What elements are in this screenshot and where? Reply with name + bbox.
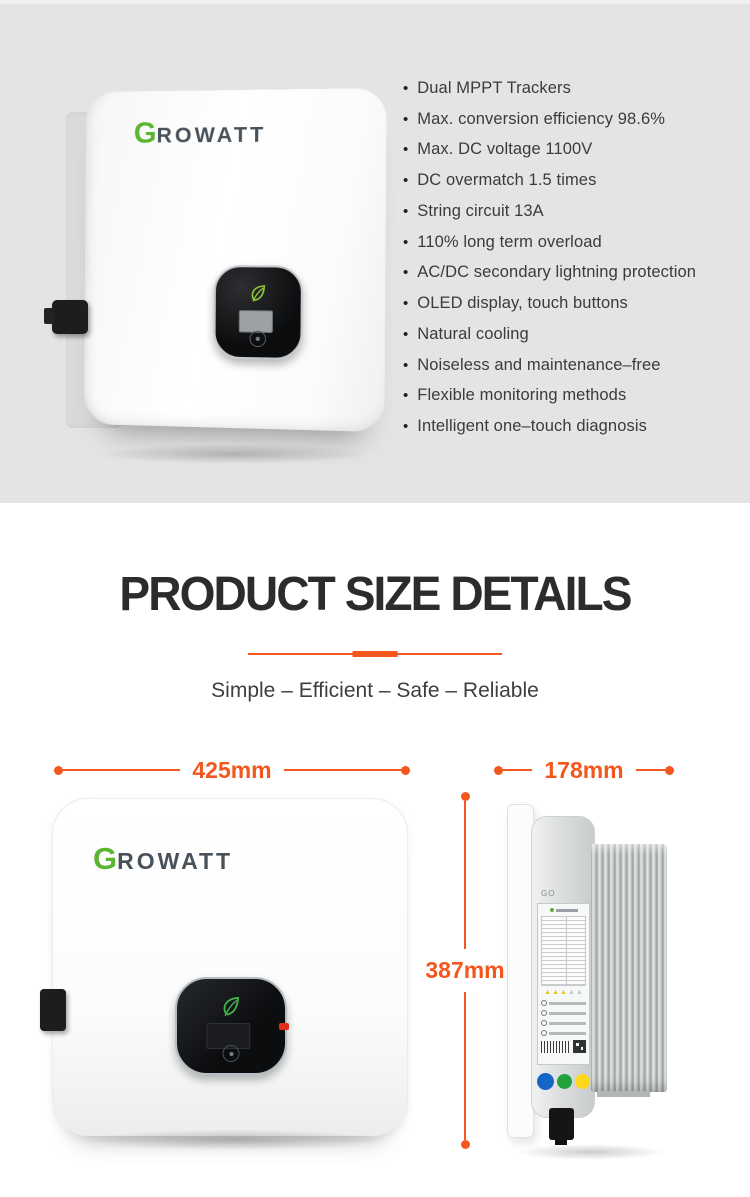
- label-warning-icons: [541, 989, 586, 996]
- feature-text: AC/DC secondary lightning protection: [417, 263, 697, 282]
- warning-triangle-icon: ▲: [552, 989, 560, 996]
- dimension-line: [503, 769, 532, 771]
- dimension-line: [636, 769, 665, 771]
- label-codes: [541, 1040, 586, 1053]
- spec-label: [537, 903, 590, 1065]
- qr-code: [573, 1040, 586, 1053]
- warning-triangle-icon: ▲: [544, 989, 552, 996]
- divider-bar: [353, 651, 398, 657]
- feature-list: [403, 73, 696, 442]
- label-row-text-bar: [549, 1002, 586, 1005]
- feature-text: OLED display, touch buttons: [417, 294, 628, 313]
- logo-letter-g: G: [133, 117, 157, 150]
- growatt-logo: [93, 841, 233, 877]
- logo-letter-g: G: [93, 841, 118, 876]
- feature-item: [403, 73, 696, 104]
- photo-shadow: [98, 444, 368, 464]
- certification-stickers: [537, 1073, 590, 1090]
- label-info-row: [541, 1010, 586, 1016]
- size-section: [0, 503, 750, 1197]
- dimension-width: [54, 758, 410, 782]
- feature-item: [403, 381, 696, 412]
- warning-triangle-icon: ▲: [560, 989, 567, 996]
- section-divider: [248, 651, 502, 657]
- inverter-side-view: [505, 800, 670, 1148]
- section-title: PRODUCT SIZE DETAILS: [119, 568, 631, 621]
- bullet-icon: •: [403, 172, 409, 190]
- label-spec-table: [541, 916, 586, 986]
- side-marking-text: GO: [541, 889, 556, 898]
- feature-text: Max. DC voltage 1100V: [417, 140, 593, 159]
- dimension-endpoint-dot: [494, 766, 503, 775]
- feature-text: Natural cooling: [417, 324, 529, 343]
- leaf-icon: [247, 282, 270, 310]
- warning-triangle-icon: ▲: [567, 989, 575, 996]
- label-row-icon: [541, 1000, 547, 1006]
- inverter-front-view: [52, 798, 408, 1136]
- status-led: [279, 1023, 289, 1030]
- feature-item: [403, 135, 696, 166]
- dimension-depth-label: 178mm: [544, 756, 624, 783]
- dimension-width-label: 425mm: [192, 756, 272, 783]
- growatt-logo: [134, 116, 267, 151]
- logo-text: ROWATT: [156, 123, 267, 148]
- barcode: [541, 1041, 571, 1053]
- bullet-icon: •: [403, 141, 409, 159]
- inverter-side-body: [531, 816, 595, 1118]
- dimension-line: [464, 992, 466, 1140]
- section-subtitle: Simple – Efficient – Safe – Reliable: [211, 679, 539, 702]
- dimension-endpoint-dot: [54, 766, 63, 775]
- feature-text: Noiseless and maintenance–free: [417, 355, 661, 374]
- mounting-plate: [507, 804, 534, 1138]
- blue-cert-sticker: [537, 1073, 554, 1090]
- dimension-endpoint-dot: [461, 792, 470, 801]
- dimension-height: [425, 792, 505, 1149]
- dimension-height-label: 387mm: [425, 957, 505, 983]
- oled-display-panel: [175, 977, 287, 1075]
- feature-text: Max. conversion efficiency 98.6%: [417, 109, 666, 128]
- logo-text: ROWATT: [117, 848, 234, 874]
- label-logo: [541, 907, 586, 913]
- feature-text: 110% long term overload: [417, 232, 602, 251]
- dimension-line: [464, 801, 466, 949]
- inverter-body: [84, 88, 387, 432]
- lcd-screen: [239, 310, 273, 333]
- bullet-icon: •: [403, 356, 409, 374]
- dimension-line: [284, 769, 401, 771]
- feature-item: [403, 319, 696, 350]
- dimension-endpoint-dot: [665, 766, 674, 775]
- feature-item: [403, 165, 696, 196]
- feature-item: [403, 350, 696, 381]
- feature-item: [403, 104, 696, 135]
- label-logo-bar: [556, 909, 578, 912]
- dimension-depth: [494, 758, 674, 782]
- leaf-icon: [218, 993, 244, 1024]
- bottom-connector: [549, 1108, 574, 1140]
- green-cert-sticker: [557, 1074, 572, 1089]
- touch-button: [249, 331, 266, 348]
- touch-button: [223, 1045, 240, 1062]
- feature-text: DC overmatch 1.5 times: [417, 171, 597, 190]
- label-row-text-bar: [549, 1012, 586, 1015]
- bullet-icon: •: [403, 110, 409, 128]
- side-view-shadow: [515, 1144, 665, 1160]
- label-info-row: [541, 1020, 586, 1026]
- feature-item: [403, 288, 696, 319]
- label-row-icon: [541, 1030, 547, 1036]
- label-info-row: [541, 1030, 586, 1036]
- label-logo-dot: [550, 908, 554, 912]
- feature-item: [403, 196, 696, 227]
- warning-triangle-icon: ▲: [575, 989, 583, 996]
- dc-switch: [52, 300, 88, 334]
- dc-switch: [40, 989, 66, 1031]
- bullet-icon: •: [403, 264, 409, 282]
- bullet-icon: •: [403, 202, 409, 220]
- feature-text: Dual MPPT Trackers: [417, 78, 571, 97]
- dimension-endpoint-dot: [401, 766, 410, 775]
- feature-item: [403, 227, 696, 258]
- bullet-icon: •: [403, 387, 409, 405]
- hero-section: [0, 0, 750, 503]
- feature-text: String circuit 13A: [417, 201, 544, 220]
- feature-item: [403, 258, 696, 289]
- bullet-icon: •: [403, 79, 409, 97]
- label-row-text-bar: [549, 1022, 586, 1025]
- dimension-line: [63, 769, 180, 771]
- feature-text: Flexible monitoring methods: [417, 386, 627, 405]
- dimension-endpoint-dot: [461, 1140, 470, 1149]
- oled-display-panel: [213, 265, 303, 360]
- label-row-icon: [541, 1020, 547, 1026]
- label-info-row: [541, 1000, 586, 1006]
- bullet-icon: •: [403, 233, 409, 251]
- inverter-front-photo: [50, 78, 390, 460]
- bullet-icon: •: [403, 325, 409, 343]
- label-row-text-bar: [549, 1032, 586, 1035]
- heatsink-fins: [591, 844, 667, 1092]
- yellow-cert-sticker: [575, 1074, 590, 1089]
- feature-item: [403, 411, 696, 442]
- feature-text: Intelligent one–touch diagnosis: [417, 417, 647, 436]
- label-row-icon: [541, 1010, 547, 1016]
- bullet-icon: •: [403, 295, 409, 313]
- front-view-shadow: [83, 1129, 383, 1151]
- bullet-icon: •: [403, 418, 409, 436]
